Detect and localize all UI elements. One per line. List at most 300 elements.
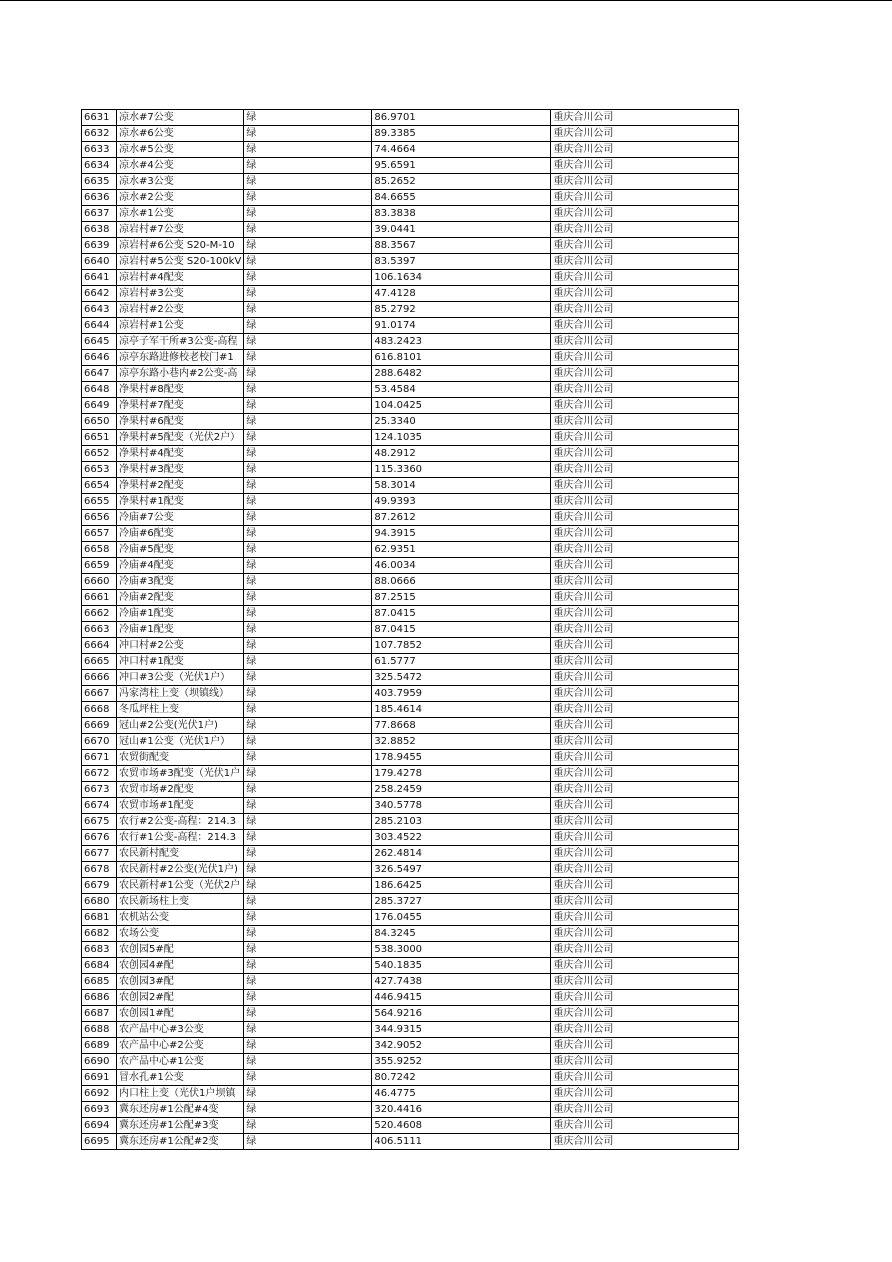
table-row (82, 1006, 739, 1022)
transformer-name-cell: 农机站公变 (117, 910, 244, 926)
value-cell: 107.7852 (372, 638, 551, 654)
value-cell: 124.1035 (372, 430, 551, 446)
company-cell: 重庆合川公司 (551, 958, 739, 974)
table-row (82, 1102, 739, 1118)
row-id-cell: 6674 (82, 798, 117, 814)
status-cell: 绿 (244, 734, 372, 750)
company-cell: 重庆合川公司 (551, 910, 739, 926)
transformer-name-cell: 冷庙#4配变 (117, 558, 244, 574)
value-cell: 185.4614 (372, 702, 551, 718)
table-row (82, 462, 739, 478)
table-row (82, 574, 739, 590)
company-cell: 重庆合川公司 (551, 1054, 739, 1070)
status-cell: 绿 (244, 222, 372, 238)
row-id-cell: 6664 (82, 638, 117, 654)
company-cell: 重庆合川公司 (551, 542, 739, 558)
company-cell: 重庆合川公司 (551, 670, 739, 686)
row-id-cell: 6655 (82, 494, 117, 510)
table-row (82, 366, 739, 382)
transformer-name-cell: 凉水#3公变 (117, 174, 244, 190)
status-cell: 绿 (244, 110, 372, 126)
table-row (82, 334, 739, 350)
company-cell: 重庆合川公司 (551, 478, 739, 494)
company-cell: 重庆合川公司 (551, 750, 739, 766)
row-id-cell: 6657 (82, 526, 117, 542)
row-id-cell: 6669 (82, 718, 117, 734)
company-cell: 重庆合川公司 (551, 590, 739, 606)
row-id-cell: 6636 (82, 190, 117, 206)
table-row (82, 814, 739, 830)
transformer-name-cell: 农民新村#2公变(光伏1户) (117, 862, 244, 878)
value-cell: 616.8101 (372, 350, 551, 366)
transformer-name-cell: 净果村#7配变 (117, 398, 244, 414)
status-cell: 绿 (244, 158, 372, 174)
table-row (82, 206, 739, 222)
company-cell: 重庆合川公司 (551, 318, 739, 334)
table-row (82, 718, 739, 734)
value-cell: 58.3014 (372, 478, 551, 494)
row-id-cell: 6681 (82, 910, 117, 926)
status-cell: 绿 (244, 830, 372, 846)
transformer-name-cell: 凉水#5公变 (117, 142, 244, 158)
transformer-name-cell: 凉水#6公变 (117, 126, 244, 142)
value-cell: 186.6425 (372, 878, 551, 894)
transformer-name-cell: 农场公变 (117, 926, 244, 942)
row-id-cell: 6653 (82, 462, 117, 478)
transformer-name-cell: 凉水#1公变 (117, 206, 244, 222)
table-row (82, 734, 739, 750)
row-id-cell: 6690 (82, 1054, 117, 1070)
row-id-cell: 6665 (82, 654, 117, 670)
transformer-name-cell: 凉亭东路小巷内#2公变-高 (117, 366, 244, 382)
status-cell: 绿 (244, 430, 372, 446)
value-cell: 85.2792 (372, 302, 551, 318)
status-cell: 绿 (244, 190, 372, 206)
table-row (82, 1134, 739, 1150)
company-cell: 重庆合川公司 (551, 398, 739, 414)
status-cell: 绿 (244, 574, 372, 590)
value-cell: 262.4814 (372, 846, 551, 862)
status-cell: 绿 (244, 990, 372, 1006)
value-cell: 95.6591 (372, 158, 551, 174)
row-id-cell: 6652 (82, 446, 117, 462)
status-cell: 绿 (244, 270, 372, 286)
status-cell: 绿 (244, 622, 372, 638)
transformer-name-cell: 凉水#4公变 (117, 158, 244, 174)
row-id-cell: 6642 (82, 286, 117, 302)
company-cell: 重庆合川公司 (551, 382, 739, 398)
row-id-cell: 6676 (82, 830, 117, 846)
table-row (82, 622, 739, 638)
transformer-name-cell: 净果村#8配变 (117, 382, 244, 398)
company-cell: 重庆合川公司 (551, 830, 739, 846)
company-cell: 重庆合川公司 (551, 734, 739, 750)
transformer-name-cell: 凉岩村#3公变 (117, 286, 244, 302)
status-cell: 绿 (244, 958, 372, 974)
status-cell: 绿 (244, 350, 372, 366)
company-cell: 重庆合川公司 (551, 462, 739, 478)
company-cell: 重庆合川公司 (551, 1134, 739, 1150)
company-cell: 重庆合川公司 (551, 254, 739, 270)
value-cell: 285.3727 (372, 894, 551, 910)
status-cell: 绿 (244, 1086, 372, 1102)
table-row (82, 990, 739, 1006)
value-cell: 178.9455 (372, 750, 551, 766)
transformer-name-cell: 冷庙#1配变 (117, 606, 244, 622)
status-cell: 绿 (244, 894, 372, 910)
status-cell: 绿 (244, 814, 372, 830)
company-cell: 重庆合川公司 (551, 334, 739, 350)
row-id-cell: 6643 (82, 302, 117, 318)
transformer-name-cell: 冷庙#6配变 (117, 526, 244, 542)
row-id-cell: 6684 (82, 958, 117, 974)
status-cell: 绿 (244, 910, 372, 926)
transformer-name-cell: 冠山#1公变（光伏1户） (117, 734, 244, 750)
status-cell: 绿 (244, 638, 372, 654)
status-cell: 绿 (244, 974, 372, 990)
value-cell: 288.6482 (372, 366, 551, 382)
company-cell: 重庆合川公司 (551, 926, 739, 942)
status-cell: 绿 (244, 846, 372, 862)
table-row (82, 158, 739, 174)
status-cell: 绿 (244, 238, 372, 254)
value-cell: 285.2103 (372, 814, 551, 830)
row-id-cell: 6694 (82, 1118, 117, 1134)
table-row (82, 766, 739, 782)
company-cell: 重庆合川公司 (551, 766, 739, 782)
value-cell: 564.9216 (372, 1006, 551, 1022)
value-cell: 326.5497 (372, 862, 551, 878)
value-cell: 46.4775 (372, 1086, 551, 1102)
transformer-name-cell: 农贸街配变 (117, 750, 244, 766)
status-cell: 绿 (244, 318, 372, 334)
status-cell: 绿 (244, 254, 372, 270)
value-cell: 538.3000 (372, 942, 551, 958)
status-cell: 绿 (244, 302, 372, 318)
status-cell: 绿 (244, 494, 372, 510)
status-cell: 绿 (244, 686, 372, 702)
row-id-cell: 6648 (82, 382, 117, 398)
transformer-name-cell: 冲口村#1配变 (117, 654, 244, 670)
value-cell: 88.3567 (372, 238, 551, 254)
transformer-name-cell: 冀东还房#1公配#2变 (117, 1134, 244, 1150)
table-row (82, 414, 739, 430)
status-cell: 绿 (244, 558, 372, 574)
table-row (82, 318, 739, 334)
row-id-cell: 6645 (82, 334, 117, 350)
status-cell: 绿 (244, 798, 372, 814)
company-cell: 重庆合川公司 (551, 702, 739, 718)
company-cell: 重庆合川公司 (551, 302, 739, 318)
table-row (82, 862, 739, 878)
transformer-name-cell: 农创园1#配 (117, 1006, 244, 1022)
value-cell: 87.0415 (372, 622, 551, 638)
company-cell: 重庆合川公司 (551, 110, 739, 126)
transformer-name-cell: 农贸市场#3配变（光伏1户 (117, 766, 244, 782)
status-cell: 绿 (244, 446, 372, 462)
status-cell: 绿 (244, 878, 372, 894)
table-row (82, 830, 739, 846)
transformer-name-cell: 冯家湾柱上变（坝镇线） (117, 686, 244, 702)
value-cell: 86.9701 (372, 110, 551, 126)
table-row (82, 958, 739, 974)
row-id-cell: 6680 (82, 894, 117, 910)
transformer-name-cell: 净果村#3配变 (117, 462, 244, 478)
company-cell: 重庆合川公司 (551, 286, 739, 302)
transformer-name-cell: 农创园4#配 (117, 958, 244, 974)
row-id-cell: 6646 (82, 350, 117, 366)
row-id-cell: 6678 (82, 862, 117, 878)
value-cell: 106.1634 (372, 270, 551, 286)
value-cell: 320.4416 (372, 1102, 551, 1118)
status-cell: 绿 (244, 382, 372, 398)
company-cell: 重庆合川公司 (551, 414, 739, 430)
table-row (82, 654, 739, 670)
table-row (82, 398, 739, 414)
row-id-cell: 6667 (82, 686, 117, 702)
row-id-cell: 6631 (82, 110, 117, 126)
company-cell: 重庆合川公司 (551, 782, 739, 798)
transformer-name-cell: 冠山#2公变(光伏1户) (117, 718, 244, 734)
status-cell: 绿 (244, 206, 372, 222)
transformer-name-cell: 净果村#6配变 (117, 414, 244, 430)
transformer-name-cell: 凉岩村#5公变 S20-100kV (117, 254, 244, 270)
status-cell: 绿 (244, 862, 372, 878)
company-cell: 重庆合川公司 (551, 526, 739, 542)
transformer-name-cell: 冒水孔#1公变 (117, 1070, 244, 1086)
transformer-name-cell: 凉水#7公变 (117, 110, 244, 126)
row-id-cell: 6691 (82, 1070, 117, 1086)
status-cell: 绿 (244, 1054, 372, 1070)
status-cell: 绿 (244, 1102, 372, 1118)
row-id-cell: 6637 (82, 206, 117, 222)
transformer-name-cell: 冷庙#2配变 (117, 590, 244, 606)
status-cell: 绿 (244, 414, 372, 430)
table-row (82, 1022, 739, 1038)
transformer-name-cell: 冬瓜坪柱上变 (117, 702, 244, 718)
value-cell: 53.4584 (372, 382, 551, 398)
status-cell: 绿 (244, 334, 372, 350)
row-id-cell: 6639 (82, 238, 117, 254)
row-id-cell: 6670 (82, 734, 117, 750)
row-id-cell: 6677 (82, 846, 117, 862)
row-id-cell: 6651 (82, 430, 117, 446)
status-cell: 绿 (244, 1022, 372, 1038)
company-cell: 重庆合川公司 (551, 1070, 739, 1086)
status-cell: 绿 (244, 462, 372, 478)
value-cell: 540.1835 (372, 958, 551, 974)
value-cell: 84.3245 (372, 926, 551, 942)
status-cell: 绿 (244, 766, 372, 782)
table-row (82, 494, 739, 510)
row-id-cell: 6688 (82, 1022, 117, 1038)
transformer-name-cell: 冀东还房#1公配#3变 (117, 1118, 244, 1134)
transformer-name-cell: 冷庙#7公变 (117, 510, 244, 526)
transformer-name-cell: 冀东还房#1公配#4变 (117, 1102, 244, 1118)
row-id-cell: 6658 (82, 542, 117, 558)
table-row (82, 110, 739, 126)
company-cell: 重庆合川公司 (551, 894, 739, 910)
value-cell: 87.0415 (372, 606, 551, 622)
transformer-name-cell: 农创园2#配 (117, 990, 244, 1006)
table-row (82, 798, 739, 814)
value-cell: 87.2515 (372, 590, 551, 606)
table-row (82, 894, 739, 910)
value-cell: 94.3915 (372, 526, 551, 542)
status-cell: 绿 (244, 542, 372, 558)
row-id-cell: 6685 (82, 974, 117, 990)
table-row (82, 286, 739, 302)
company-cell: 重庆合川公司 (551, 158, 739, 174)
value-cell: 83.3838 (372, 206, 551, 222)
transformer-name-cell: 冷庙#1配变 (117, 622, 244, 638)
row-id-cell: 6671 (82, 750, 117, 766)
transformer-name-cell: 冷庙#3配变 (117, 574, 244, 590)
transformer-name-cell: 农产品中心#2公变 (117, 1038, 244, 1054)
transformer-name-cell: 农贸市场#2配变 (117, 782, 244, 798)
company-cell: 重庆合川公司 (551, 990, 739, 1006)
value-cell: 355.9252 (372, 1054, 551, 1070)
company-cell: 重庆合川公司 (551, 366, 739, 382)
status-cell: 绿 (244, 654, 372, 670)
company-cell: 重庆合川公司 (551, 430, 739, 446)
company-cell: 重庆合川公司 (551, 686, 739, 702)
row-id-cell: 6638 (82, 222, 117, 238)
table-row (82, 670, 739, 686)
status-cell: 绿 (244, 926, 372, 942)
value-cell: 179.4278 (372, 766, 551, 782)
company-cell: 重庆合川公司 (551, 798, 739, 814)
table-row (82, 1086, 739, 1102)
company-cell: 重庆合川公司 (551, 126, 739, 142)
table-row (82, 526, 739, 542)
row-id-cell: 6650 (82, 414, 117, 430)
row-id-cell: 6686 (82, 990, 117, 1006)
transformer-name-cell: 净果村#5配变（光伏2户） (117, 430, 244, 446)
company-cell: 重庆合川公司 (551, 638, 739, 654)
company-cell: 重庆合川公司 (551, 814, 739, 830)
transformer-name-cell: 农行#1公变-高程：214.3 (117, 830, 244, 846)
transformer-name-cell: 农民新村#1公变（光伏2户 (117, 878, 244, 894)
table-row (82, 478, 739, 494)
value-cell: 342.9052 (372, 1038, 551, 1054)
transformer-name-cell: 农贸市场#1配变 (117, 798, 244, 814)
value-cell: 344.9315 (372, 1022, 551, 1038)
transformer-name-cell: 农创园3#配 (117, 974, 244, 990)
transformer-name-cell: 凉岩村#7公变 (117, 222, 244, 238)
transformer-name-cell: 凉岩村#2公变 (117, 302, 244, 318)
page-top-border (0, 0, 892, 1)
table-row (82, 974, 739, 990)
status-cell: 绿 (244, 718, 372, 734)
row-id-cell: 6640 (82, 254, 117, 270)
value-cell: 48.2912 (372, 446, 551, 462)
transformer-name-cell: 凉岩村#1公变 (117, 318, 244, 334)
row-id-cell: 6644 (82, 318, 117, 334)
status-cell: 绿 (244, 142, 372, 158)
status-cell: 绿 (244, 1006, 372, 1022)
table-row (82, 750, 739, 766)
row-id-cell: 6641 (82, 270, 117, 286)
status-cell: 绿 (244, 478, 372, 494)
value-cell: 303.4522 (372, 830, 551, 846)
table-row (82, 446, 739, 462)
status-cell: 绿 (244, 1038, 372, 1054)
transformer-name-cell: 净果村#2配变 (117, 478, 244, 494)
table-row (82, 222, 739, 238)
table-row (82, 430, 739, 446)
table-row (82, 1038, 739, 1054)
table-row (82, 238, 739, 254)
company-cell: 重庆合川公司 (551, 446, 739, 462)
row-id-cell: 6689 (82, 1038, 117, 1054)
company-cell: 重庆合川公司 (551, 846, 739, 862)
company-cell: 重庆合川公司 (551, 1038, 739, 1054)
company-cell: 重庆合川公司 (551, 238, 739, 254)
company-cell: 重庆合川公司 (551, 1006, 739, 1022)
table-row (82, 510, 739, 526)
company-cell: 重庆合川公司 (551, 1086, 739, 1102)
row-id-cell: 6675 (82, 814, 117, 830)
row-id-cell: 6673 (82, 782, 117, 798)
row-id-cell: 6632 (82, 126, 117, 142)
transformer-name-cell: 农产品中心#3公变 (117, 1022, 244, 1038)
status-cell: 绿 (244, 366, 372, 382)
transformer-name-cell: 冷庙#5配变 (117, 542, 244, 558)
transformer-name-cell: 净果村#1配变 (117, 494, 244, 510)
transformer-name-cell: 凉岩村#4配变 (117, 270, 244, 286)
transformer-name-cell: 冲口村#2公变 (117, 638, 244, 654)
table-row (82, 350, 739, 366)
table-row (82, 302, 739, 318)
value-cell: 258.2459 (372, 782, 551, 798)
table-row (82, 542, 739, 558)
company-cell: 重庆合川公司 (551, 862, 739, 878)
value-cell: 325.5472 (372, 670, 551, 686)
company-cell: 重庆合川公司 (551, 718, 739, 734)
row-id-cell: 6635 (82, 174, 117, 190)
value-cell: 61.5777 (372, 654, 551, 670)
value-cell: 25.3340 (372, 414, 551, 430)
table-row (82, 702, 739, 718)
row-id-cell: 6672 (82, 766, 117, 782)
table-row (82, 638, 739, 654)
status-cell: 绿 (244, 126, 372, 142)
company-cell: 重庆合川公司 (551, 1118, 739, 1134)
transformer-name-cell: 凉水#2公变 (117, 190, 244, 206)
value-cell: 77.8668 (372, 718, 551, 734)
value-cell: 49.9393 (372, 494, 551, 510)
status-cell: 绿 (244, 398, 372, 414)
company-cell: 重庆合川公司 (551, 494, 739, 510)
status-cell: 绿 (244, 1118, 372, 1134)
value-cell: 84.6655 (372, 190, 551, 206)
status-cell: 绿 (244, 590, 372, 606)
value-cell: 80.7242 (372, 1070, 551, 1086)
company-cell: 重庆合川公司 (551, 1102, 739, 1118)
company-cell: 重庆合川公司 (551, 606, 739, 622)
company-cell: 重庆合川公司 (551, 942, 739, 958)
value-cell: 85.2652 (372, 174, 551, 190)
value-cell: 406.5111 (372, 1134, 551, 1150)
table-row (82, 606, 739, 622)
value-cell: 32.8852 (372, 734, 551, 750)
transformer-name-cell: 农行#2公变-高程：214.3 (117, 814, 244, 830)
data-table (81, 109, 739, 1150)
row-id-cell: 6666 (82, 670, 117, 686)
status-cell: 绿 (244, 510, 372, 526)
table-row (82, 590, 739, 606)
